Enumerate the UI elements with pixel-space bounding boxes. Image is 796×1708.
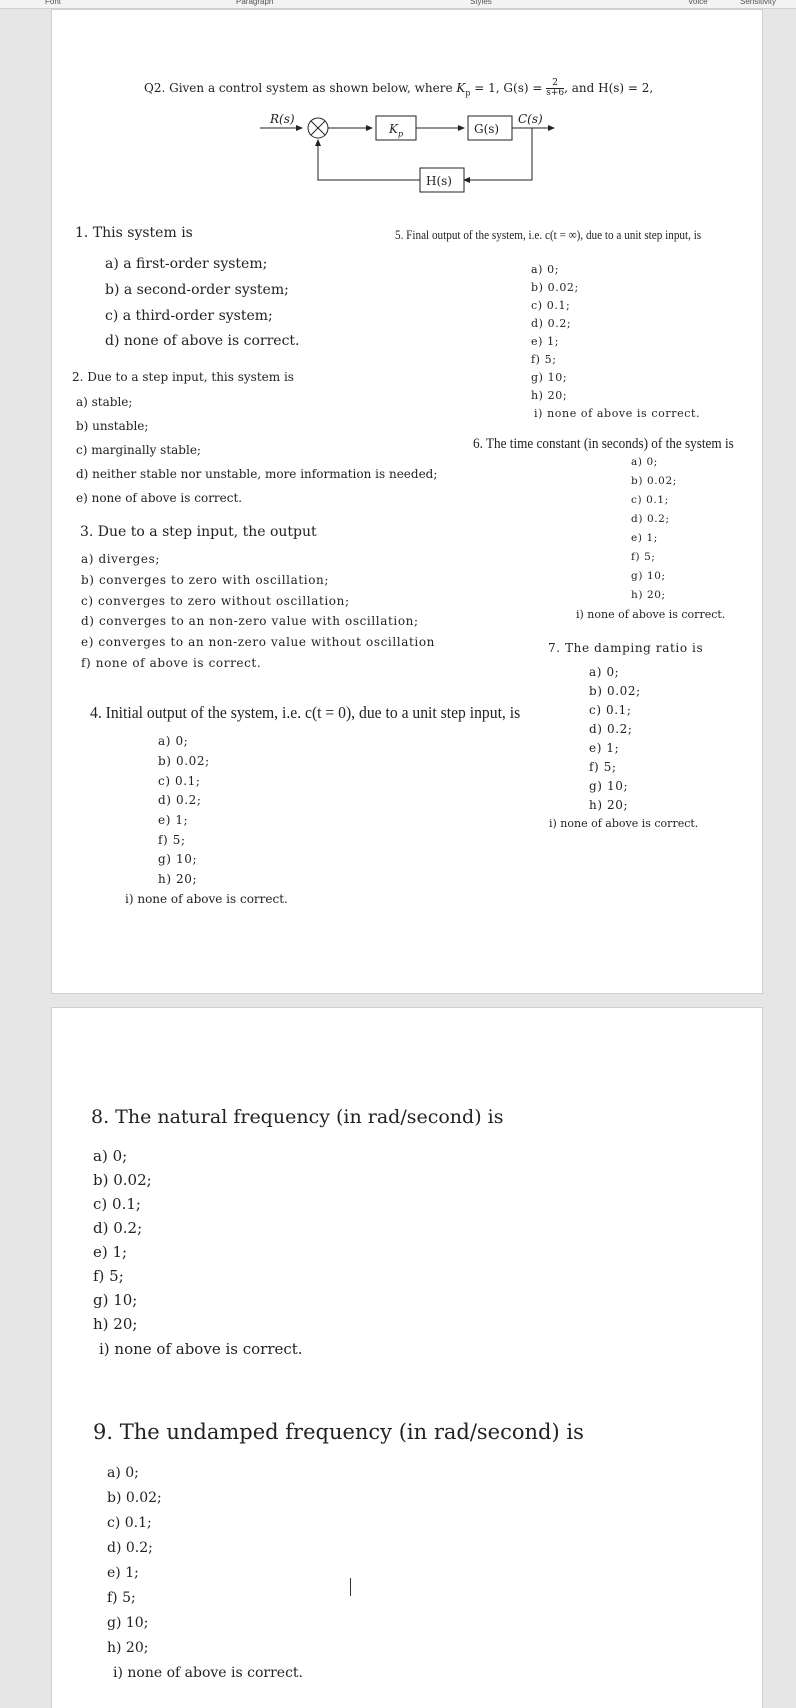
q4-option-a[interactable]: a) 0; (158, 734, 189, 748)
q2-option-d[interactable]: d) neither stable nor unstable, more information is needed; (76, 467, 438, 481)
q8-option-h[interactable]: h) 20; (93, 1315, 138, 1333)
g-block-label: G(s) (474, 122, 500, 136)
q6-option-i[interactable]: i) none of above is correct. (576, 608, 726, 621)
q6-option-b[interactable]: b) 0.02; (631, 475, 677, 487)
q3-stem: 3. Due to a step input, the output (80, 524, 317, 540)
q4-option-f[interactable]: f) 5; (158, 833, 186, 847)
q6-option-a[interactable]: a) 0; (631, 456, 658, 468)
q5-option-g[interactable]: g) 10; (531, 371, 568, 384)
q9-option-d[interactable]: d) 0.2; (107, 1540, 153, 1556)
q8-option-i[interactable]: i) none of above is correct. (99, 1340, 303, 1358)
q9-option-e[interactable]: e) 1; (107, 1565, 139, 1581)
q2-option-e[interactable]: e) none of above is correct. (76, 491, 243, 505)
ribbon-styles-group[interactable]: Styles (470, 0, 492, 6)
q8-option-d[interactable]: d) 0.2; (93, 1219, 143, 1237)
q2-option-b[interactable]: b) unstable; (76, 419, 149, 433)
document-page-2[interactable] (51, 1007, 763, 1708)
q3-option-d[interactable]: d) converges to an non-zero value with oscillation; (81, 614, 419, 628)
document-page-1[interactable] (51, 9, 763, 994)
q6-option-h[interactable]: h) 20; (631, 589, 666, 601)
q5-option-h[interactable]: h) 20; (531, 389, 568, 402)
q7-option-b[interactable]: b) 0.02; (589, 684, 641, 698)
q4-option-c[interactable]: c) 0.1; (158, 774, 201, 788)
q1-option-b[interactable]: b) a second-order system; (105, 282, 289, 298)
q2-option-c[interactable]: c) marginally stable; (76, 443, 201, 457)
q4-option-h[interactable]: h) 20; (158, 872, 198, 886)
q5-option-i[interactable]: i) none of above is correct. (534, 407, 701, 420)
q5-option-e[interactable]: e) 1; (531, 335, 560, 348)
q9-stem: 9. The undamped frequency (in rad/second) is (93, 1420, 584, 1444)
q8-stem: 8. The natural frequency (in rad/second) is (91, 1106, 504, 1128)
q8-option-g[interactable]: g) 10; (93, 1291, 138, 1309)
q3-option-c[interactable]: c) converges to zero without oscillation; (81, 594, 350, 608)
q5-stem: 5. Final output of the system, i.e. c(t = ∞), due to a unit step input, is (395, 227, 702, 242)
q7-option-c[interactable]: c) 0.1; (589, 703, 632, 717)
q5-option-b[interactable]: b) 0.02; (531, 281, 579, 294)
q9-option-c[interactable]: c) 0.1; (107, 1515, 152, 1531)
q9-option-h[interactable]: h) 20; (107, 1640, 149, 1656)
q7-option-i[interactable]: i) none of above is correct. (549, 817, 699, 830)
word-ribbon (0, 0, 796, 9)
q6-stem: 6. The time constant (in seconds) of the system is (473, 436, 734, 452)
ribbon-sensitivity-group[interactable]: Sensitivity (740, 0, 777, 6)
q6-option-f[interactable]: f) 5; (631, 551, 656, 563)
q3-option-b[interactable]: b) converges to zero with oscillation; (81, 573, 329, 587)
q9-option-b[interactable]: b) 0.02; (107, 1490, 162, 1506)
q4-option-d[interactable]: d) 0.2; (158, 793, 202, 807)
ribbon-paragraph-group[interactable]: Paragraph (236, 0, 274, 6)
q1-stem: 1. This system is (75, 225, 193, 241)
output-label: C(s) (518, 112, 543, 126)
ribbon-voice-group[interactable]: Voice (688, 0, 708, 6)
q4-option-g[interactable]: g) 10; (158, 852, 198, 866)
q5-option-c[interactable]: c) 0.1; (531, 299, 571, 312)
summing-junction (308, 118, 328, 138)
q3-option-a[interactable]: a) diverges; (81, 552, 160, 566)
q7-stem: 7. The damping ratio is (548, 641, 704, 655)
q6-option-c[interactable]: c) 0.1; (631, 494, 669, 506)
q6-option-d[interactable]: d) 0.2; (631, 513, 670, 525)
q6-option-e[interactable]: e) 1; (631, 532, 658, 544)
q1-option-a[interactable]: a) a first-order system; (105, 256, 268, 272)
ribbon-font-group[interactable]: Font (45, 0, 62, 6)
q9-option-a[interactable]: a) 0; (107, 1465, 139, 1481)
q3-option-f[interactable]: f) none of above is correct. (81, 656, 262, 670)
q2-stem: 2. Due to a step input, this system is (72, 370, 294, 384)
question-header: Q2. Given a control system as shown below, where $K_p = 1$, G(s) = $\frac{2}{s+6}$, and H(s) = 2, (144, 78, 654, 98)
kp-block-label: $K_p$ (389, 122, 404, 139)
q9-option-g[interactable]: g) 10; (107, 1615, 149, 1631)
q4-stem: 4. Initial output of the system, i.e. c(t = 0), due to a unit step input, is (90, 703, 521, 722)
q7-option-e[interactable]: e) 1; (589, 741, 620, 755)
feedback-path-return (318, 140, 420, 180)
q7-option-d[interactable]: d) 0.2; (589, 722, 633, 736)
q9-option-i[interactable]: i) none of above is correct. (113, 1665, 303, 1681)
q8-option-a[interactable]: a) 0; (93, 1147, 128, 1165)
q9-option-f[interactable]: f) 5; (107, 1590, 136, 1606)
q1-option-c[interactable]: c) a third-order system; (105, 308, 273, 324)
q8-option-c[interactable]: c) 0.1; (93, 1195, 141, 1213)
block-diagram (52, 10, 762, 210)
q3-option-e[interactable]: e) converges to an non-zero value without oscillation (81, 635, 435, 649)
q7-option-f[interactable]: f) 5; (589, 760, 617, 774)
q7-option-h[interactable]: h) 20; (589, 798, 629, 812)
q2-option-a[interactable]: a) stable; (76, 395, 133, 409)
text-cursor (350, 1578, 351, 1596)
q5-option-d[interactable]: d) 0.2; (531, 317, 572, 330)
q4-option-i[interactable]: i) none of above is correct. (125, 892, 288, 906)
q4-option-e[interactable]: e) 1; (158, 813, 189, 827)
q5-option-f[interactable]: f) 5; (531, 353, 557, 366)
q4-option-b[interactable]: b) 0.02; (158, 754, 210, 768)
q7-option-g[interactable]: g) 10; (589, 779, 629, 793)
input-label: R(s) (270, 112, 295, 126)
q8-option-e[interactable]: e) 1; (93, 1243, 128, 1261)
h-block-label: H(s) (426, 174, 452, 188)
q5-option-a[interactable]: a) 0; (531, 263, 560, 276)
q8-option-f[interactable]: f) 5; (93, 1267, 124, 1285)
q7-option-a[interactable]: a) 0; (589, 665, 620, 679)
q6-option-g[interactable]: g) 10; (631, 570, 666, 582)
q1-option-d[interactable]: d) none of above is correct. (105, 333, 300, 349)
q8-option-b[interactable]: b) 0.02; (93, 1171, 152, 1189)
